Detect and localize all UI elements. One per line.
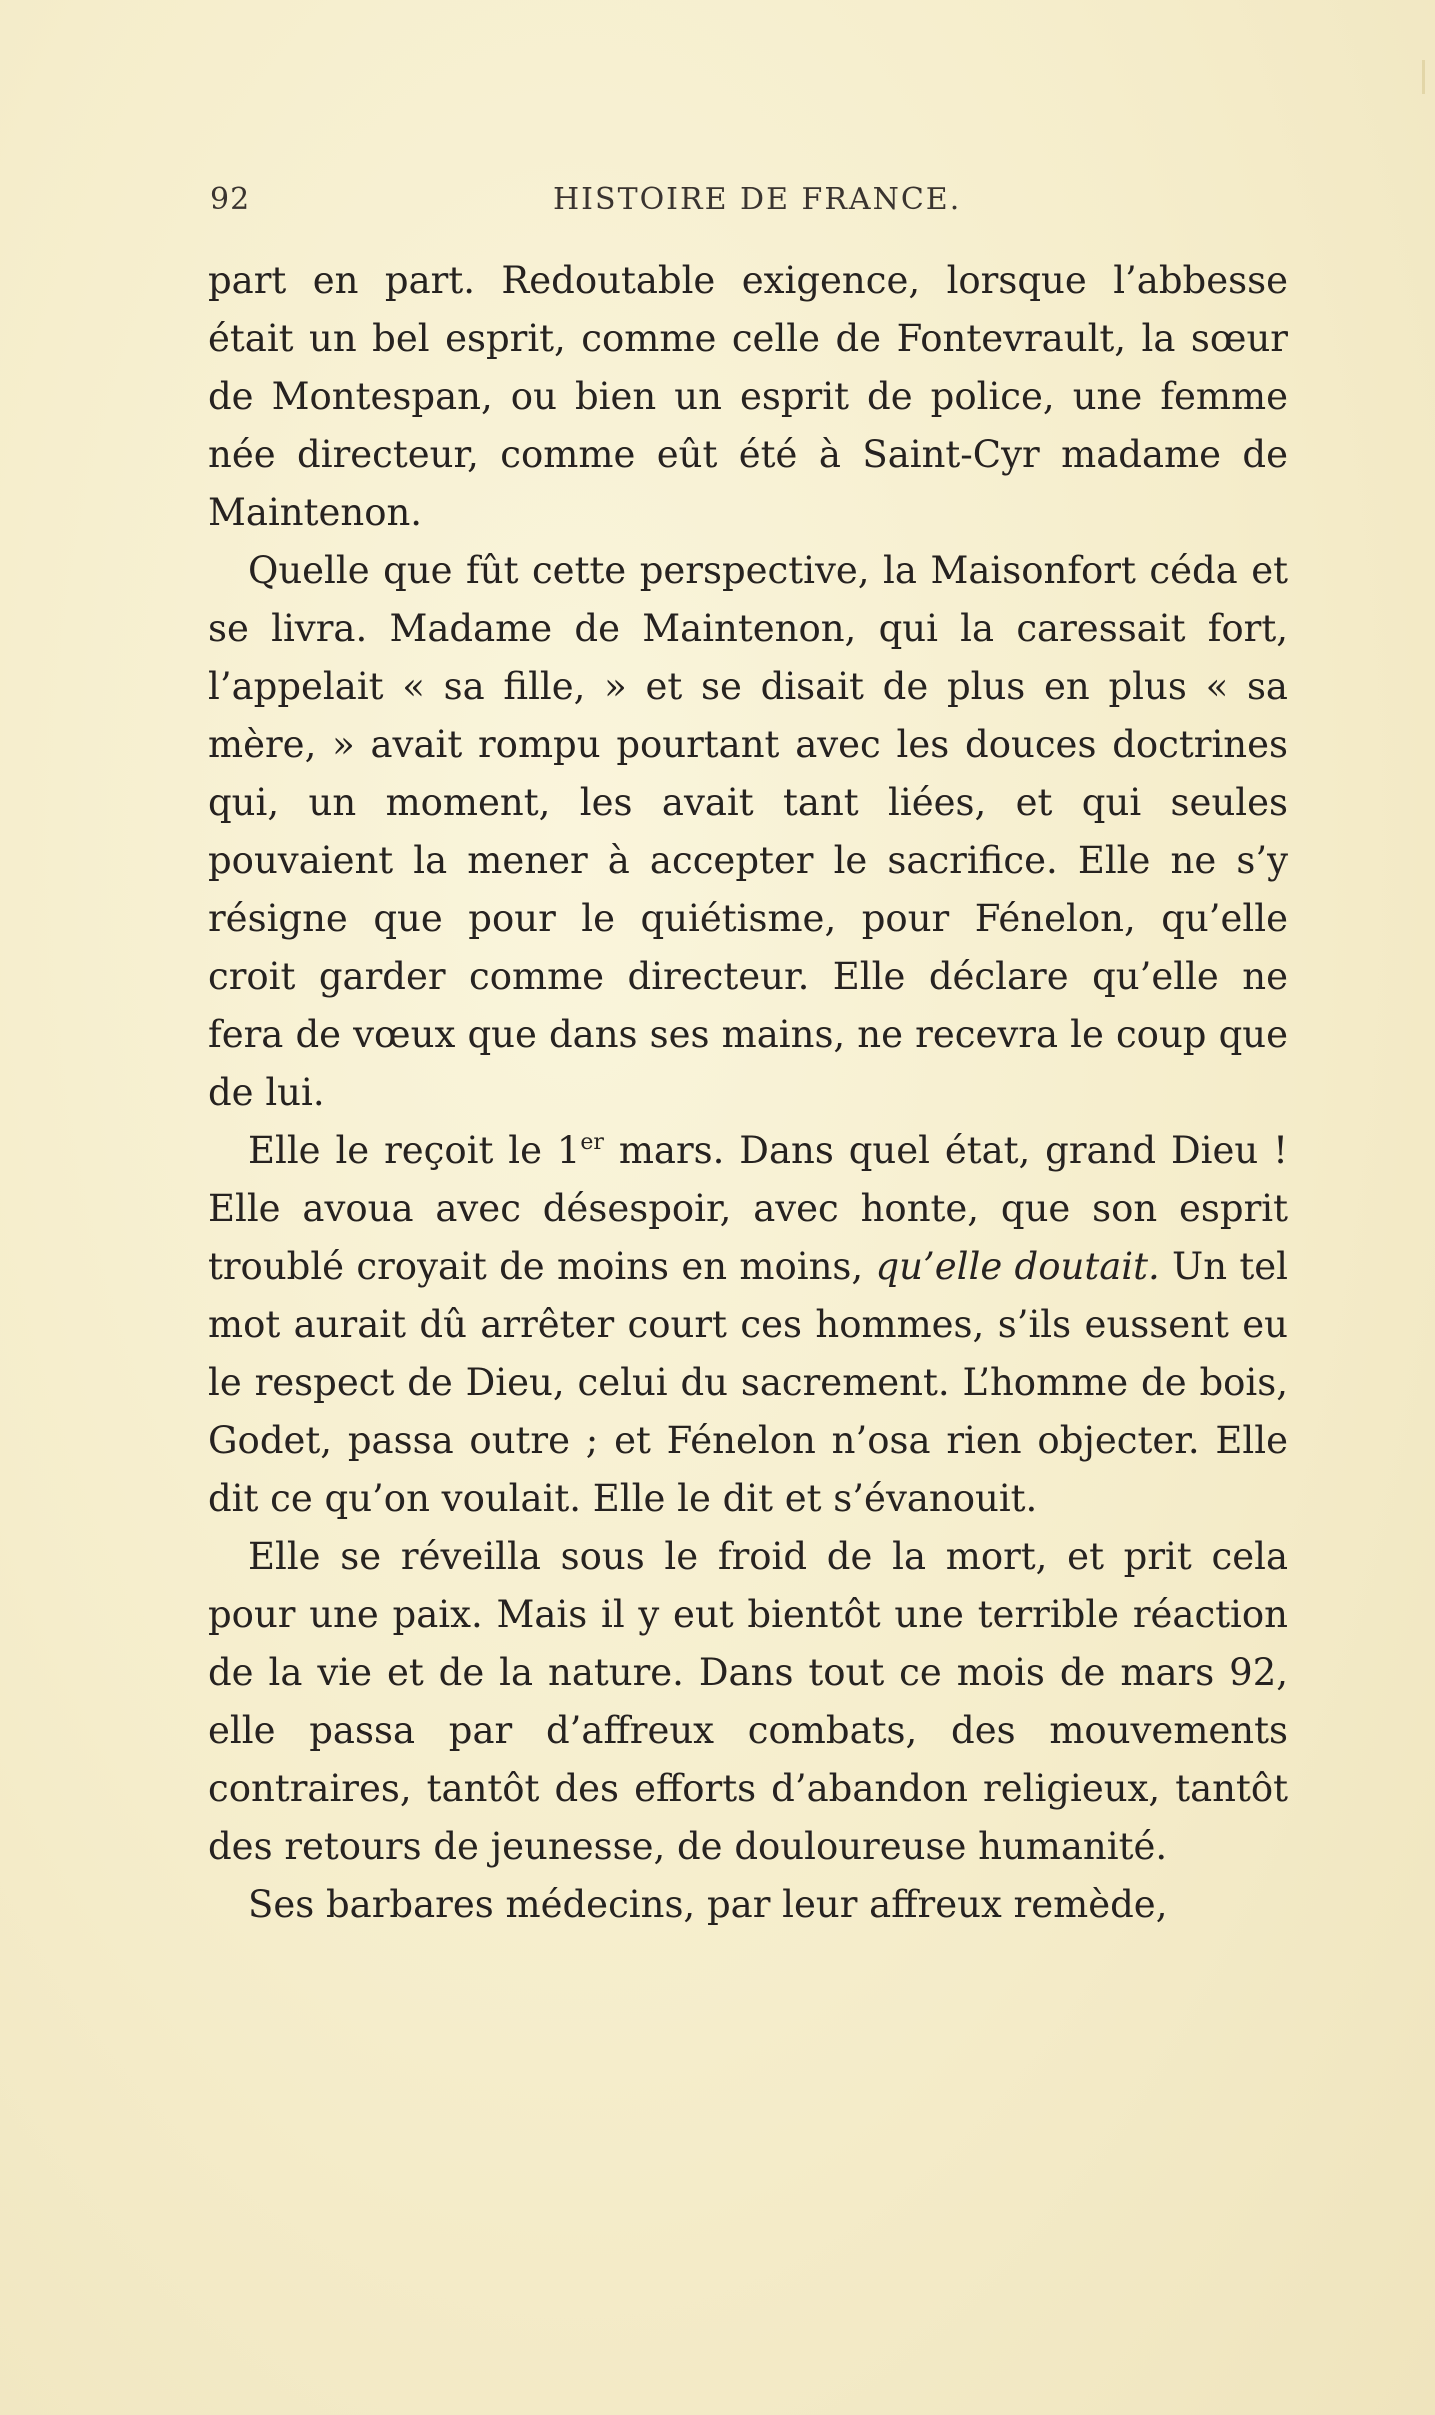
ordinal-superscript: er <box>580 1130 604 1155</box>
page-header <box>210 182 1280 228</box>
paragraph-3-text-a: Elle le reçoit le 1 <box>248 1129 581 1172</box>
paragraph-1: part en part. Redoutable exigence, lorsque l’abbesse était un bel esprit, comme celle de Fontevrault, la sœur de Montespan, ou bien un esprit de police, une femme née directeur, comme eût été à Saint-Cyr madame de Maintenon. <box>208 259 1288 534</box>
paragraph-3 <box>208 1122 1288 1528</box>
running-head: HISTOIRE DE FRANCE. <box>553 182 962 217</box>
paragraph-5: Ses barbares médecins, par leur affreux remède, <box>248 1883 1168 1926</box>
body-text <box>208 252 1288 1934</box>
italic-quote: qu’elle doutait. <box>875 1245 1160 1288</box>
paragraph-2: Quelle que fût cette perspective, la Maisonfort céda et se livra. Madame de Maintenon, qui la caressait fort, l’appelait « sa fille, » et se disait de plus en plus « sa mère, » avait rompu pourtant avec les douces doctrines qui, un moment, les avait tant liées, et qui seules pouvaient la mener à accepter le sacrifice. Elle ne s’y résigne que pour le quiétisme, pour Fénelon, qu’elle croit garder comme directeur. Elle déclare qu’elle ne fera de vœux que dans ses mains, ne recevra le coup que de lui. <box>208 549 1288 1114</box>
paragraph-3-text-c: Un tel mot aurait dû arrêter court ces hommes, s’ils eussent eu le respect de Dieu, celui du sacrement. L’homme de bois, Godet, passa outre ; et Fénelon n’osa rien objecter. Elle dit ce qu’on voulait. Elle le dit et s’évanouit. <box>208 1245 1288 1520</box>
page-edge-mark <box>1422 60 1425 94</box>
paragraph-4: Elle se réveilla sous le froid de la mort, et prit cela pour une paix. Mais il y eut bientôt une terrible réaction de la vie et de la nature. Dans tout ce mois de mars 92, elle passa par d’affreux combats, des mouvements contraires, tantôt des efforts d’abandon religieux, tantôt des retours de jeunesse, de douloureuse humanité. <box>208 1535 1288 1868</box>
paragraph-3-text-b: mars. Dans quel état, grand Dieu ! Elle avoua avec désespoir, avec honte, que son esprit troublé croyait de moins en moins, <box>208 1129 1288 1288</box>
page-number: 92 <box>210 182 251 217</box>
